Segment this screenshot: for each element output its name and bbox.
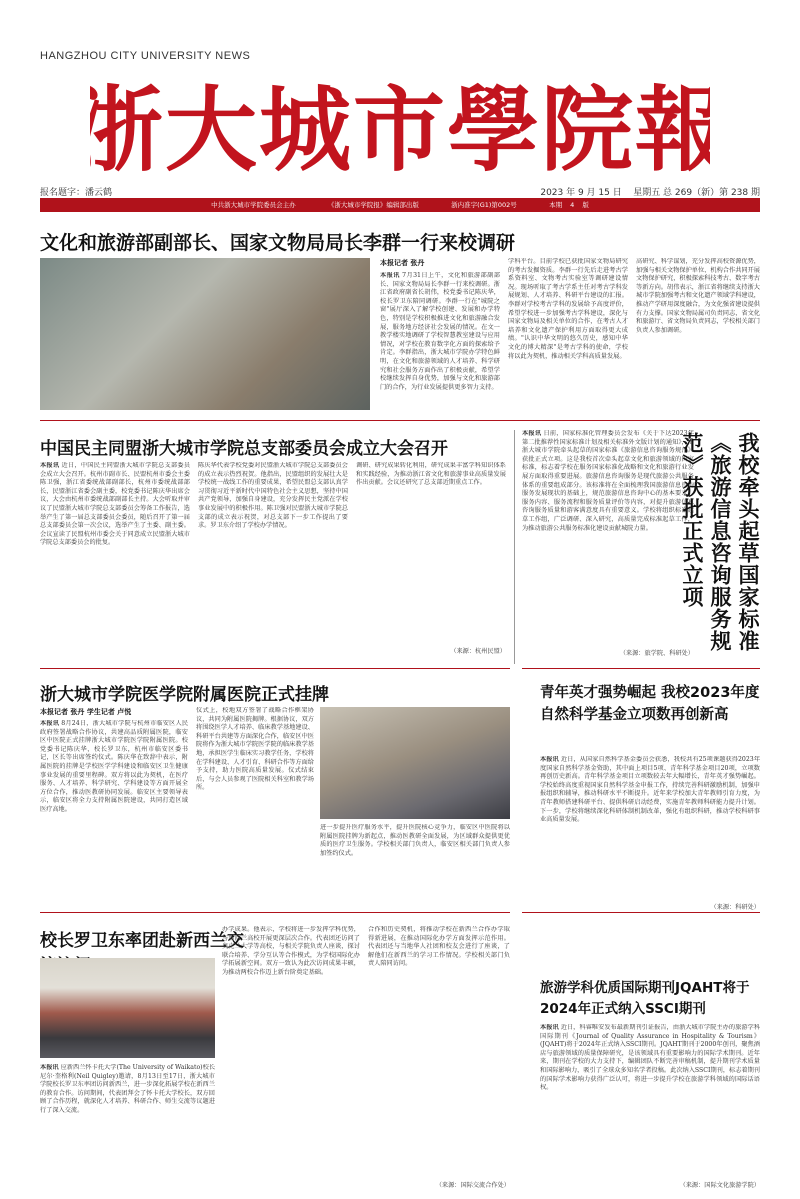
- article-7-source: （来源：国际文化旅游学院）: [679, 1182, 760, 1189]
- article-1-byline: 本报记者 张丹: [380, 259, 425, 267]
- lead: 本报讯: [380, 272, 400, 279]
- article-6-photo: [40, 958, 215, 1058]
- article-7-body: [540, 1024, 760, 1176]
- text: 近日，中国民主同盟浙大城市学院总支部委员会成立大会召开。杭州市副市长、民盟杭州市委会主委陈卫强，浙江省委统战部副部长，杭州市委统战部部长，民盟浙江省委会副主委，校党委书记陈庆华出席会议，大会由杭州市委统战部副部长主持。大会听取并审议了民盟浙大城市学院总支部委员会筹备工作报告，选举产生了第一届总支部委员会委员，随后召开了第一届总支部委员会第一次会议，选举产生了主委、副主委。会议宣读了民盟杭州市委会关于同意成立民盟浙大城市学院总支部委员会的批复。: [40, 462, 190, 547]
- article-5-headline: 青年英才强势崛起 我校2023年度自然科学基金立项数再创新高: [540, 685, 760, 723]
- article-4-col2: 仪式上，校地双方签署了战略合作框架协议，共同为附属医院揭牌。根据协议，双方将围绕医学人才培养、临床教学基地建设、科研平台共建等方面深化合作，临安区中医院将作为浙大城市学院医学院的临床教学基地，承担医学生临床实习教学任务，学校将在学科建设、人才引育、科研合作等方面给予支持，助力医院高质量发展。仪式结束后，与会人员参观了医院相关科室和教学场所。: [196, 707, 314, 792]
- bar-item: 《浙大城市学院报》编辑部出版: [327, 201, 419, 209]
- text: 应新西兰怀卡托大学(The University of Waikato)校长尼尔·奎格利(Neil Quigley)邀请，8月13日至17日，浙大城市学院校长罗卫东率团访问新西兰，进一步深化拓展学校在新西兰的教育合作。访问期间，代表团拜会了怀卡托大学校长，双方回顾了合作历程，就深化人才培养、科研合作、师生交流等议题进行了深入交流。: [40, 1064, 215, 1114]
- article-4-byline: 本报记者 张丹 学生记者 卢悦: [40, 708, 132, 716]
- article-4-col3: 进一步提升医疗服务水平，提升医院核心竞争力，临安区中医院将以附属医院挂牌为新起点，推动医教研全面发展，为区域群众提供更优质的医疗卫生服务。学校相关部门负责人，临安区相关部门负责人参加签约仪式。: [320, 824, 510, 857]
- article-6-col2: 办学成果。他表示，学校将进一步发挥学科优势，与新西兰高校开展更深层次合作。代表团还访问了奥克兰大学等高校，与相关学院负责人座谈，探讨联合培养、学分互认等合作模式，为学校国际化办学拓展新空间。双方一致认为此次访问成果丰硕，为推动两校合作迈上新台阶奠定基础。: [222, 926, 360, 976]
- article-1-col2: 学科平台。目前学校已获批国家文物局研究的考古发掘资质。李群一行先后走进考古学系资料室、文物考古实验室等调研建设情况。现场听取了考古学系主任对考古学科发展规划、人才培养、科研平台建设的汇报。李群对学校考古学科的发展给予高度评价，希望学校进一步加强考古学科建设，深化与国家文物局及相关单位的合作，在考古人才培养和文化遗产保护利用方面取得更大成绩。"认识中华文明的悠久历史，感知中华文化的博大精深"是考古学科的使命，学校将以此为契机，推动相关学科高质量发展。: [508, 258, 628, 360]
- text: 7月31日上午，文化和旅游部副部长、国家文物局局长李群一行来校调研。浙江省政府副省长胡伟，校党委书记陈庆华，校长罗卫东陪同调研。李群一行在"城院之窗"展厅深入了解学校创建、发展和办学特色，特别是学校积极推进文化和旅游融合发展，服务地方经济社会发展的情况。在文一教学楼实地调研了学校智慧教室建设与应用情况，对学校在教育数字化方面的探索给予肯定。李群指出，浙大城市学院办学特色鲜明，在文化和旅游领域的人才培养、科学研究和社会服务方面作出了积极贡献，希望学校继续发挥自身优势，加强与文化和旅游部门的合作，为行业发展提供更多智力支持。: [380, 272, 500, 391]
- article-5-body: [540, 756, 760, 900]
- divider: [40, 668, 510, 669]
- article-3-title: 我校牵头起草国家标准《旅游信息咨询服务规范》获批正式立项: [680, 432, 760, 652]
- editor-credit: 报名题字：潘云鹤: [40, 188, 113, 198]
- article-1-col1: [380, 272, 500, 412]
- masthead-calligraphy: [90, 62, 710, 180]
- article-6-source: （来源：国际交流合作处）: [435, 1182, 510, 1189]
- meta-row: [40, 185, 760, 198]
- article-6-col3: 合作和历史契机，将推动学校在新西兰合作办学取得新进展，在推动国际化办学方面发挥示范作用。代表团还与当地华人社团和校友会进行了座谈，了解他们在新西兰的学习工作情况。学校相关部门负责人陪同访问。: [368, 926, 510, 968]
- bar-item: 中共浙大城市学院委员会主办: [211, 201, 296, 209]
- text: 日前，国家标准化管理委员会发布《关于下达2023年第二批推荐性国家标准计划及相关标准外文版计划的通知》，由浙大城市学院牵头起草的国家标准《旅游信息咨询服务规范》获批正式立项。这是我校首次牵头起草文化和旅游领域的国家标准，标志着学校在服务国家标准化战略和文化和旅游行业发展方面取得重要进展。旅游信息咨询服务是现代旅游公共服务体系的重要组成部分。该标准将在全面梳理我国旅游信息咨询服务发展现状的基础上，规范旅游信息咨询中心的基本要求、服务内容、服务流程和服务质量评价等内容，对提升旅游信息咨询服务质量和游客满意度具有重要意义。学校将组织标准起草工作组，广泛调研、深入研究，高质量完成标准起草工作，为推动旅游公共服务标准化建设贡献城院力量。: [522, 430, 694, 532]
- issue-number: 星期五 总 269（新）第 238 期: [633, 188, 760, 198]
- lead: 本报讯: [540, 756, 559, 763]
- article-5-source: （来源：科研处）: [710, 904, 760, 911]
- divider: [522, 668, 760, 669]
- article-2-source: （来源：杭州民盟）: [450, 648, 506, 655]
- issue-date: 2023 年 9 月 15 日: [540, 188, 622, 198]
- article-2-col1: [40, 462, 190, 660]
- text: 近日，科睿唯安发布最新期刊引证报告，由浙大城市学院主办的旅游学科国际期刊《Journal of Quality Assurance in Hospitality & Tourism》(JQAHT)将于2024年正式纳入SSCI期刊。JQAHT期刊于2000年创刊，聚焦酒店与旅游领域的质量保障研究，是该领域具有重要影响力的国际学术期刊。近年来，期刊在学校的大力支持下，编辑团队不断完善审稿机制，提升期刊学术质量和国际影响力，吸引了全球众多知名学者投稿。此次纳入SSCI期刊，标志着期刊的国际学术影响力获得广泛认可，将进一步提升学校在旅游学科领域的国际话语权。: [540, 1024, 760, 1092]
- article-6-headline: 校长罗卫东率团赴新西兰交: [40, 931, 244, 951]
- article-4-photo: [320, 707, 510, 819]
- text: 近日，从国家自然科学基金委员会获悉，我校共有25项课题获得2023年度国家自然科学基金资助，其中面上项目5项、青年科学基金项目20项，立项数再创历史新高。青年科学基金项目立项数较去年大幅增长，青年英才强势崛起。学校始终高度重视国家自然科学基金申报工作，持续完善科研激励机制，加强申报组织和辅导，推动科研水平不断提升。近年来学校加大青年教师引育力度，为青年教师搭建科研平台、提供科研启动经费，实施青年教师科研能力提升计划。下一步，学校将继续深化科研体制机制改革，强化有组织科研，推动学校科研事业高质量发展。: [540, 756, 760, 824]
- lead: 本报讯: [540, 1024, 559, 1031]
- bar-item: 本期 4 版: [549, 201, 589, 209]
- article-7-headline: 旅游学科优质国际期刊JQAHT将于2024年正式纳入SSCI期刊: [540, 980, 750, 1017]
- article-6-col1: [40, 1064, 215, 1189]
- bar-item: 浙内准字(G1)第002号: [451, 201, 517, 209]
- divider: [522, 912, 760, 913]
- article-4-col1: [40, 720, 188, 900]
- english-name: HANGZHOU CITY UNIVERSITY NEWS: [40, 50, 251, 62]
- lead: 本报讯: [522, 430, 542, 437]
- lead: 本报讯: [40, 462, 60, 469]
- article-4-headline: 浙大城市学院医学院附属医院正式挂牌: [40, 685, 329, 705]
- issue-info: [540, 185, 760, 198]
- article-1-photo: [40, 258, 370, 410]
- article-3-source: （来源：旅学院、科研处）: [619, 650, 694, 657]
- article-1-headline: 文化和旅游部副部长、国家文物局局长李群一行来校调研: [40, 232, 516, 254]
- lead: 本报讯: [40, 1064, 59, 1071]
- publisher-bar: [40, 198, 760, 212]
- text: 8月24日，浙大城市学院与杭州市临安区人民政府签署战略合作协议，共建高品质附属医院，临安区中医院正式挂牌浙大城市学院医学院附属医院。校党委书记陈庆华，校长罗卫东，杭州市临安区委书记，区长等出席签约仪式。陈庆华在致辞中表示，附属医院的挂牌是学校医学学科建设和临安区卫生健康事业发展的重要里程碑。双方将以此为契机，在医疗服务、人才培养、科学研究、学科建设等方面开展全方位合作，推动医教研协同发展。临安区主要领导表示，临安区将全力支持附属医院建设，共同打造区域医疗高地。: [40, 720, 188, 813]
- article-1-col3: 高研究、科学谋划，充分发挥高校资源优势，加强与相关文物保护单位、机构合作共同开展文物保护研究，积极探索科技考古、数字考古等新方向。胡伟表示，浙江省将继续支持浙大城市学院加强考古和文化遗产领域学科建设，推动产学研用深度融合，为文化强省建设提供有力支撑。国家文物局属司负责同志，省文化和旅游厅、省文物局负责同志，学校相关部门负责人参加调研。: [636, 258, 760, 334]
- article-2-headline: 中国民主同盟浙大城市学院总支部委员会成立大会召开: [40, 439, 448, 459]
- article-2-col3: 调研、研究成果转化利用，研究成果丰富学科知识体系和实践经验，为推动浙江省文化和旅游事业高质量发展作出贡献。会议还研究了总支部近期重点工作。: [356, 462, 506, 487]
- lead: 本报讯: [40, 720, 60, 727]
- divider: [40, 420, 760, 421]
- article-2-col2: 陈庆华代表学校党委对民盟浙大城市学院总支部委员会的成立表示热烈祝贺。他指出，民盟组织的发展壮大是学校统一战线工作的重要成果，希望民盟总支部认真学习贯彻习近平新时代中国特色社会主义思想，坚持中国共产党领导，加强自身建设，充分发挥民主党派在学校事业发展中的积极作用。陈卫强对民盟浙大城市学院总支部的成立表示祝贺，对总支部下一步工作提出了要求。罗卫东介绍了学校办学情况。: [198, 462, 348, 530]
- article-3-body: [522, 430, 694, 646]
- divider: [40, 912, 510, 913]
- masthead-text: 浙大城市學院報: [90, 76, 710, 180]
- masthead-logo: [90, 62, 710, 180]
- divider: [514, 430, 515, 664]
